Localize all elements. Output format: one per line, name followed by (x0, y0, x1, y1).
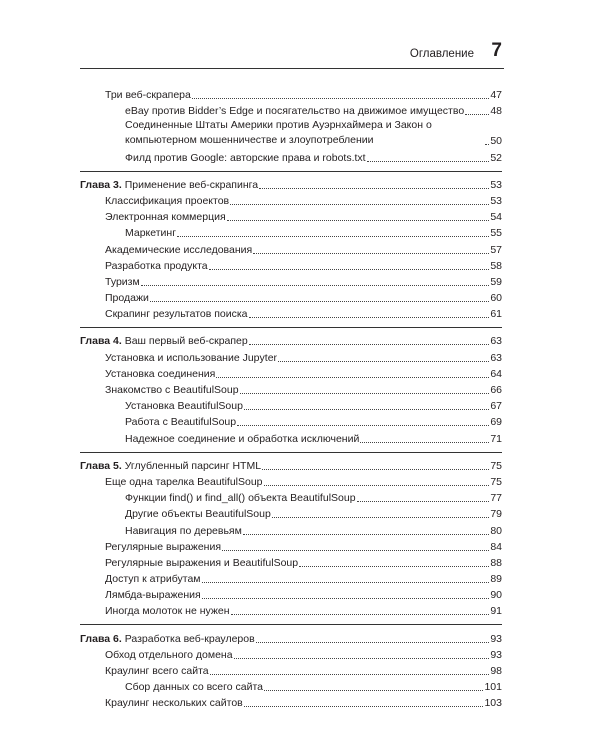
toc-entry-title: eBay против Bidder’s Edge и посягательство на движимое имущество (125, 105, 465, 118)
chapter-separator (80, 327, 502, 328)
toc-entry-title: Лямбда-выражения (105, 589, 201, 602)
toc-entry-title: Установка BeautifulSoup (125, 400, 243, 413)
dot-leader (272, 517, 490, 518)
dot-leader (192, 98, 489, 99)
dot-leader (249, 317, 490, 318)
dot-leader (177, 236, 489, 237)
toc-entry-title: Регулярные выражения (105, 540, 222, 553)
chapter-label: Глава 6. (80, 632, 122, 645)
toc-entry-title: Краулинг нескольких сайтов (105, 697, 243, 710)
toc-entry[interactable] (80, 586, 502, 602)
toc-entry[interactable] (80, 694, 502, 710)
toc-entry[interactable] (80, 602, 502, 618)
toc-entry[interactable] (80, 521, 502, 537)
toc-page-number: 101 (484, 681, 502, 694)
toc-page-number: 60 (490, 292, 502, 305)
dot-leader (209, 269, 490, 270)
dot-leader (202, 582, 490, 583)
toc-page-number: 50 (490, 135, 502, 148)
chapter-label: Глава 4. (80, 335, 122, 348)
toc-entry-title: Навигация по деревьям (125, 524, 242, 537)
toc-entry[interactable] (80, 257, 502, 273)
toc-chapter-entry[interactable] (80, 332, 502, 348)
toc-entry-title: Иногда молоток не нужен (105, 605, 230, 618)
toc-page-number: 93 (490, 648, 502, 661)
table-of-contents (80, 86, 502, 710)
toc-page-number: 75 (490, 459, 502, 472)
toc-entry[interactable] (80, 240, 502, 256)
dot-leader (299, 566, 489, 567)
toc-page-number: 80 (490, 524, 502, 537)
dot-leader (485, 144, 489, 145)
toc-page-number: 71 (490, 432, 502, 445)
toc-page-number: 66 (490, 384, 502, 396)
running-title: Оглавление (409, 48, 474, 60)
toc-page-number: 48 (490, 105, 502, 118)
toc-entry[interactable] (80, 413, 502, 429)
chapter-title: Разработка веб-краулеров (124, 632, 255, 645)
toc-page-number: 67 (490, 400, 502, 413)
toc-page-number: 47 (490, 89, 502, 102)
toc-page-number: 61 (490, 308, 502, 321)
toc-entry[interactable] (80, 365, 502, 381)
chapter-title: Ваш первый веб-скрапер (124, 335, 248, 348)
dot-leader (256, 642, 490, 643)
toc-entry[interactable] (80, 86, 502, 102)
toc-entry[interactable] (80, 397, 502, 413)
dot-leader (150, 301, 489, 302)
toc-chapter-entry[interactable] (80, 176, 502, 192)
toc-page-number: 53 (490, 178, 502, 191)
toc-entry-title: Филд против Google: авторские права и robots.txt (125, 151, 366, 164)
toc-entry[interactable] (80, 148, 502, 164)
toc-entry-title: Скрапинг результатов поиска (105, 308, 248, 321)
toc-entry[interactable] (80, 473, 502, 489)
dot-leader (231, 614, 490, 615)
toc-entry[interactable] (80, 646, 502, 662)
toc-entry[interactable] (80, 538, 502, 554)
dot-leader (240, 393, 490, 394)
chapter-title: Применение веб-скрапинга (124, 178, 259, 191)
toc-page-number: 79 (490, 508, 502, 521)
toc-entry[interactable] (80, 381, 502, 397)
toc-entry-title: Три веб-скрапера (105, 89, 191, 102)
toc-page-number: 88 (490, 556, 502, 569)
dot-leader (141, 285, 490, 286)
toc-page-number: 103 (484, 697, 502, 710)
dot-leader (259, 188, 489, 189)
dot-leader (360, 442, 489, 443)
toc-page-number: 75 (490, 475, 502, 488)
toc-page-number: 91 (490, 605, 502, 618)
toc-page-number: 84 (490, 540, 502, 553)
toc-page-number: 89 (490, 573, 502, 586)
dot-leader (243, 534, 489, 535)
dot-leader (244, 706, 484, 707)
toc-entry[interactable] (80, 118, 502, 148)
chapter-separator (80, 624, 502, 625)
chapter-title: Углубленный парсинг HTML (124, 459, 262, 472)
page-header (80, 38, 504, 69)
toc-entry-title: Знакомство с BeautifulSoup (105, 384, 239, 396)
dot-leader (227, 220, 490, 221)
dot-leader (234, 658, 490, 659)
toc-entry[interactable] (80, 289, 502, 305)
toc-entry-title (80, 335, 248, 348)
toc-entry-title: Установка и использование Jupyter (105, 351, 278, 364)
toc-entry-title: Электронная коммерция (105, 211, 226, 224)
toc-entry[interactable] (80, 305, 502, 321)
dot-leader (465, 114, 489, 115)
toc-page-number: 53 (490, 194, 502, 207)
toc-page-number: 98 (490, 665, 502, 677)
toc-page-number: 77 (490, 492, 502, 505)
toc-entry[interactable] (80, 102, 502, 118)
toc-entry-title: Соединенные Штаты Америки против Ауэрнхаймера и Закон о компьютерном мошенничестве и злоупотреблении (125, 119, 432, 147)
toc-entry-title: Еще одна тарелка BeautifulSoup (105, 475, 263, 488)
toc-entry-title: Классификация проектов (105, 194, 230, 207)
toc-entry[interactable] (80, 429, 502, 445)
toc-entry-title: Функции find() и find_all() объекта BeautifulSoup (125, 492, 356, 505)
dot-leader (264, 690, 483, 691)
toc-entry[interactable] (80, 208, 502, 224)
dot-leader (210, 674, 490, 675)
dot-leader (262, 469, 489, 470)
toc-entry-title: Установка соединения (105, 367, 216, 380)
toc-entry[interactable] (80, 224, 502, 240)
toc-chapter-entry[interactable] (80, 457, 502, 473)
toc-page-number: 64 (490, 367, 502, 380)
toc-entry-title (80, 179, 258, 192)
toc-entry-title: Краулинг всего сайта (105, 665, 209, 677)
dot-leader (222, 550, 489, 551)
dot-leader (230, 204, 489, 205)
chapter-label: Глава 5. (80, 459, 122, 472)
dot-leader (278, 361, 489, 362)
toc-entry-title: Обход отдельного домена (105, 648, 233, 661)
toc-entry-title: Доступ к атрибутам (105, 573, 201, 586)
toc-page-number: 57 (490, 243, 502, 256)
toc-entry[interactable] (80, 489, 502, 505)
page-number: 7 (491, 40, 502, 61)
toc-entry[interactable] (80, 192, 502, 208)
toc-entry-title: Надежное соединение и обработка исключений (125, 432, 360, 445)
chapter-label: Глава 3. (80, 178, 122, 191)
chapter-separator (80, 452, 502, 453)
toc-entry-title: Академические исследования (105, 243, 253, 256)
toc-entry[interactable] (80, 273, 502, 289)
dot-leader (249, 344, 490, 345)
dot-leader (253, 253, 489, 254)
toc-page-number: 69 (490, 416, 502, 429)
dot-leader (216, 377, 489, 378)
chapter-separator (80, 171, 502, 172)
toc-entry-title: Продажи (105, 292, 149, 305)
toc-entry[interactable] (80, 662, 502, 678)
toc-chapter-entry[interactable] (80, 629, 502, 645)
toc-entry[interactable] (80, 570, 502, 586)
dot-leader (244, 409, 489, 410)
toc-page-number: 52 (490, 151, 502, 164)
toc-entry[interactable] (80, 554, 502, 570)
dot-leader (357, 501, 490, 502)
toc-entry-title: Разработка продукта (105, 259, 208, 272)
toc-entry[interactable] (80, 348, 502, 364)
toc-page-number: 90 (490, 589, 502, 602)
toc-page-number: 63 (490, 351, 502, 364)
dot-leader (237, 425, 489, 426)
toc-page-number: 58 (490, 259, 502, 272)
toc-page-number: 93 (490, 632, 502, 645)
toc-entry-title: Туризм (105, 275, 140, 288)
toc-page-number: 63 (490, 335, 502, 348)
toc-page-number: 54 (490, 211, 502, 224)
toc-entry-title: Другие объекты BeautifulSoup (125, 508, 271, 521)
toc-entry-title (80, 460, 261, 473)
toc-entry-title: Работа с BeautifulSoup (125, 416, 237, 429)
toc-entry-title: Сбор данных со всего сайта (125, 681, 263, 694)
dot-leader (367, 161, 490, 162)
toc-page-number: 55 (490, 227, 502, 240)
toc-entry[interactable] (80, 505, 502, 521)
dot-leader (202, 598, 490, 599)
toc-entry-title: Регулярные выражения и BeautifulSoup (105, 556, 299, 569)
dot-leader (264, 485, 490, 486)
toc-entry-title: Маркетинг (125, 227, 177, 240)
toc-entry-title (80, 633, 255, 646)
toc-entry[interactable] (80, 678, 502, 694)
toc-page-number: 59 (490, 275, 502, 288)
